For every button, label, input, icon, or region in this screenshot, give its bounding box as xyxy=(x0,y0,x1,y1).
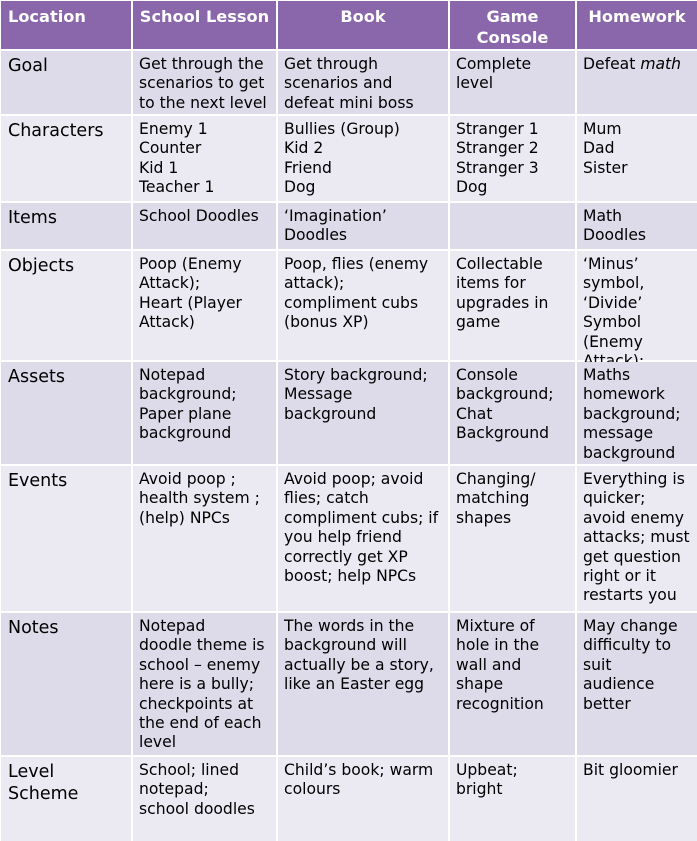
assets-school-lesson-line: background xyxy=(139,424,232,443)
assets-homework-line: background xyxy=(583,443,676,462)
events-school-lesson-line: (help) NPCs xyxy=(139,508,230,527)
notes-game-console-line: recognition xyxy=(456,694,544,713)
objects-homework xyxy=(577,251,697,360)
notes-homework-line: better xyxy=(583,694,631,713)
assets-game-console-line: background; xyxy=(456,385,554,404)
characters-game-console-line: Stranger 3 xyxy=(456,158,539,177)
level-scheme-school-lesson-line: School; lined xyxy=(139,761,240,779)
level-scheme-school-lesson-line: notepad; xyxy=(139,780,209,799)
goal-homework-text: Defeat xyxy=(583,55,641,73)
goal-school-lesson-line: scenarios to get xyxy=(139,74,265,93)
objects-school-lesson xyxy=(133,251,276,360)
level-scheme-game-console-line: Upbeat; xyxy=(456,761,518,779)
level-scheme-game-console-line: bright xyxy=(456,780,503,799)
characters-school-lesson-line: Enemy 1 xyxy=(139,120,208,138)
level-scheme-book-line: colours xyxy=(284,780,341,799)
row-label-assets: Assets xyxy=(1,362,131,464)
goal-school-lesson-line: to the next level xyxy=(139,93,267,112)
characters-homework-line: Sister xyxy=(583,158,628,177)
objects-homework-line: ‘Minus’ xyxy=(583,255,639,273)
assets-school-lesson xyxy=(133,362,276,464)
events-school-lesson xyxy=(133,466,276,611)
header-school-lesson: School Lesson xyxy=(133,1,276,49)
notes-school-lesson-line: here is a bully; xyxy=(139,675,254,694)
header-game-console-line-2: Console xyxy=(476,28,549,47)
header-location: Location xyxy=(1,1,131,49)
notes-school-lesson-line: the end of each xyxy=(139,714,262,733)
assets-homework-line: Maths xyxy=(583,366,631,384)
characters-school-lesson xyxy=(133,116,276,201)
goal-homework-emphasis: math xyxy=(640,55,682,73)
objects-homework-line: (Enemy xyxy=(583,332,643,351)
items-book-line: ‘Imagination’ xyxy=(284,207,387,225)
objects-book-line: (bonus XP) xyxy=(284,313,369,332)
events-book-line: boost; help NPCs xyxy=(284,567,417,586)
items-game-console xyxy=(450,203,575,249)
objects-book-line: compliment cubs xyxy=(284,293,419,312)
assets-game-console-line: Chat xyxy=(456,404,493,423)
notes-book xyxy=(278,613,448,755)
characters-game-console xyxy=(450,116,575,201)
row-label-objects: Objects xyxy=(1,251,131,360)
goal-book xyxy=(278,51,448,114)
characters-book-line: Dog xyxy=(284,178,316,197)
goal-school-lesson-line: Get through the xyxy=(139,55,264,73)
notes-book-line: The words in the xyxy=(284,617,415,635)
objects-school-lesson-line: Attack) xyxy=(139,313,195,332)
notes-homework-line: suit xyxy=(583,655,612,674)
events-book-line: correctly get XP xyxy=(284,547,408,566)
header-game-console-line-1: Game xyxy=(486,7,539,26)
notes-homework-line: May change xyxy=(583,617,678,635)
level-scheme-school-lesson-line: school doodles xyxy=(139,799,255,818)
objects-game-console xyxy=(450,251,575,360)
objects-game-console-line: game xyxy=(456,313,501,332)
notes-school-lesson-line: school – enemy xyxy=(139,655,261,674)
notes-school-lesson-line: level xyxy=(139,733,177,752)
characters-school-lesson-line: Kid 1 xyxy=(139,158,179,177)
objects-homework-line: Symbol xyxy=(583,313,642,332)
characters-school-lesson-line: Counter xyxy=(139,139,202,158)
objects-game-console-line: items for xyxy=(456,274,526,293)
row-label-events: Events xyxy=(1,466,131,611)
items-homework xyxy=(577,203,697,249)
items-homework-line: Math xyxy=(583,207,623,225)
objects-game-console-line: upgrades in xyxy=(456,293,549,312)
characters-homework xyxy=(577,116,697,201)
items-book xyxy=(278,203,448,249)
notes-school-lesson-line: checkpoints at xyxy=(139,694,254,713)
objects-book-line: attack); xyxy=(284,274,345,293)
characters-game-console-line: Stranger 2 xyxy=(456,139,539,158)
characters-book-line: Bullies (Group) xyxy=(284,120,400,138)
assets-book xyxy=(278,362,448,464)
notes-book-line: like an Easter egg xyxy=(284,675,425,694)
events-school-lesson-line: health system ; xyxy=(139,489,260,508)
row-label-characters: Characters xyxy=(1,116,131,201)
goal-school-lesson xyxy=(133,51,276,114)
events-homework-line: quicker; xyxy=(583,489,646,508)
notes-book-line: actually be a story, xyxy=(284,655,434,674)
assets-school-lesson-line: background; xyxy=(139,385,237,404)
goal-book-line: defeat mini boss xyxy=(284,93,414,112)
characters-homework-line: Dad xyxy=(583,139,615,158)
events-book-line: flies; catch xyxy=(284,489,369,508)
level-scheme-game-console xyxy=(450,757,575,841)
goal-book-line: scenarios and xyxy=(284,74,393,93)
events-book-line: Avoid poop; avoid xyxy=(284,470,424,488)
assets-book-line: background xyxy=(284,404,377,423)
row-label-level-scheme-line-2: Scheme xyxy=(8,783,79,804)
notes-homework xyxy=(577,613,697,755)
level-scheme-homework xyxy=(577,757,697,841)
events-book-line: you help friend xyxy=(284,528,402,547)
level-scheme-book xyxy=(278,757,448,841)
events-game-console-line: matching xyxy=(456,489,530,508)
goal-homework xyxy=(577,51,697,114)
characters-book xyxy=(278,116,448,201)
assets-school-lesson-line: Notepad xyxy=(139,366,206,384)
events-game-console-line: shapes xyxy=(456,508,512,527)
events-homework-line: attacks; must xyxy=(583,528,690,547)
notes-game-console-line: wall and xyxy=(456,655,522,674)
goal-game-console-line: Complete xyxy=(456,55,532,73)
notes-school-lesson-line: Notepad xyxy=(139,617,206,635)
objects-school-lesson-line: Attack); xyxy=(139,274,201,293)
planning-table xyxy=(1,1,693,829)
objects-school-lesson-line: Heart (Player xyxy=(139,293,242,312)
assets-game-console-line: Background xyxy=(456,424,550,443)
level-scheme-school-lesson xyxy=(133,757,276,841)
level-scheme-book-line: Child’s book; warm xyxy=(284,761,434,779)
events-homework-line: get question xyxy=(583,547,681,566)
assets-homework-line: background; xyxy=(583,404,681,423)
assets-homework-line: message xyxy=(583,424,654,443)
characters-school-lesson-line: Teacher 1 xyxy=(139,178,215,197)
header-book: Book xyxy=(278,1,448,49)
assets-game-console-line: Console xyxy=(456,366,518,384)
assets-school-lesson-line: Paper plane xyxy=(139,404,232,423)
header-game-console xyxy=(450,1,575,49)
level-scheme-homework-line: Bit gloomier xyxy=(583,761,678,779)
header-homework: Homework xyxy=(577,1,697,49)
assets-book-line: Story background; xyxy=(284,366,428,384)
events-homework-line: restarts you xyxy=(583,586,677,605)
notes-game-console xyxy=(450,613,575,755)
row-label-goal: Goal xyxy=(1,51,131,114)
events-book-line: compliment cubs; if xyxy=(284,508,439,527)
items-school-lesson xyxy=(133,203,276,249)
goal-game-console-line: level xyxy=(456,74,494,93)
assets-book-line: Message xyxy=(284,385,353,404)
objects-book xyxy=(278,251,448,360)
items-book-line: Doodles xyxy=(284,226,348,245)
objects-school-lesson-line: Poop (Enemy xyxy=(139,255,242,273)
notes-homework-line: difficulty to xyxy=(583,636,672,655)
row-label-items: Items xyxy=(1,203,131,249)
events-book xyxy=(278,466,448,611)
items-homework-line: Doodles xyxy=(583,226,647,245)
objects-homework-line: symbol, xyxy=(583,274,645,293)
row-label-level-scheme xyxy=(1,757,131,841)
assets-homework xyxy=(577,362,697,464)
notes-book-line: background will xyxy=(284,636,407,655)
notes-game-console-line: shape xyxy=(456,675,504,694)
assets-homework-line: homework xyxy=(583,385,665,404)
assets-game-console xyxy=(450,362,575,464)
objects-book-line: Poop, flies (enemy xyxy=(284,255,429,273)
events-homework-line: right or it xyxy=(583,567,656,586)
events-homework-line: Everything is xyxy=(583,470,685,488)
row-label-notes: Notes xyxy=(1,613,131,755)
characters-homework-line: Mum xyxy=(583,120,622,138)
objects-game-console-line: Collectable xyxy=(456,255,543,273)
events-homework xyxy=(577,466,697,611)
notes-school-lesson xyxy=(133,613,276,755)
characters-book-line: Kid 2 xyxy=(284,139,324,158)
items-school-lesson-line: School Doodles xyxy=(139,207,259,225)
notes-game-console-line: hole in the xyxy=(456,636,540,655)
row-label-level-scheme-line-1: Level xyxy=(8,762,55,782)
notes-game-console-line: Mixture of xyxy=(456,617,535,635)
objects-homework-line: ‘Divide’ xyxy=(583,293,643,312)
events-game-console xyxy=(450,466,575,611)
characters-book-line: Friend xyxy=(284,158,332,177)
notes-homework-line: audience xyxy=(583,675,655,694)
characters-game-console-line: Dog xyxy=(456,178,488,197)
events-homework-line: avoid enemy xyxy=(583,508,685,527)
goal-book-line: Get through xyxy=(284,55,379,73)
notes-school-lesson-line: doodle theme is xyxy=(139,636,265,655)
goal-game-console xyxy=(450,51,575,114)
events-school-lesson-line: Avoid poop ; xyxy=(139,470,236,488)
events-game-console-line: Changing/ xyxy=(456,470,536,488)
characters-game-console-line: Stranger 1 xyxy=(456,120,539,138)
